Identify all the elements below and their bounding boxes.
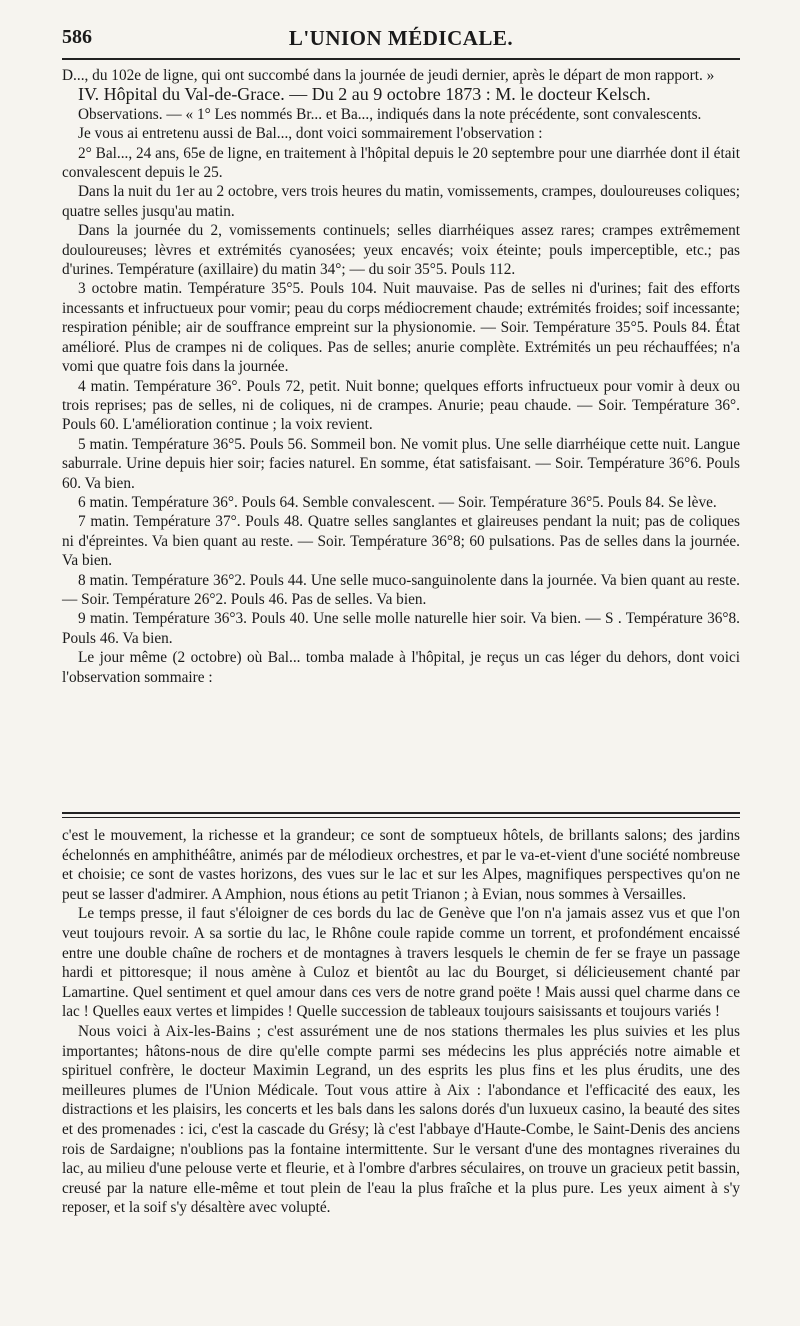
feuilleton-rule-thin <box>62 817 740 818</box>
paragraph: Nous voici à Aix-les-Bains ; c'est assurément une de nos stations thermales les plus suivies et les plus importantes; hâtons-nous de dire qu'elle compte parmi ses médecins les plus appréciés notre aimable et spirituel confrère, le docteur Maximin Legrand, un des esprits les plus fins et les plus érudits, une des meilleures plumes de l'Union Médicale. Tout vous attire à Aix : l'abondance et l'efficacité des eaux, les distractions et les plaisirs, les concerts et les bals dans les salons dorés d'un luxueux casino, la beauté des sites et des promenades : ici, c'est la cascade du Grésy; là c'est l'abbaye d'Haute-Combe, le Saint-Denis des anciens rois de Sardaigne; n'oublions pas la fontaine intermittente. Sur le versant d'une des montagnes riveraines du lac, au milieu d'une pelouse verte et fleurie, et à l'ombre d'arbres séculaires, on trouve un gracieux petit bassin, creusé par la nature elle-même et tout plein de l'eau la plus fraîche et la plus pure. Les yeux aiment à s'y reposer, et la soif s'y désaltère avec volupté. <box>62 1022 740 1217</box>
section-heading: IV. Hôpital du Val-de-Grace. — Du 2 au 9 octobre 1873 : M. le docteur Kelsch. <box>78 84 651 105</box>
observations-column <box>62 66 740 687</box>
paragraph: Dans la nuit du 1er au 2 octobre, vers trois heures du matin, vomissements, crampes, douloureuses coliques; quatre selles jusqu'au matin. <box>62 183 740 220</box>
paragraph: 3 octobre matin. Température 35°5. Pouls 104. Nuit mauvaise. Pas de selles ni d'urines; fait des efforts incessants et infructueux pour vomir; peau du corps médiocrement chaude; extrémités froides; soif incessante; respiration pénible; air de souffrance empreint sur la physionomie. — Soir. Température 35°5. Pouls 84. État amélioré. Plus de crampes ni de coliques. Pas de selles; anurie complète. Extrémités un peu réchauffées; n'a vomi que quatre fois dans la journée. <box>62 280 740 376</box>
paragraph: 6 matin. Température 36°. Pouls 64. Semble convalescent. — Soir. Température 36°5. Pouls 84. Se lève. <box>78 493 717 511</box>
paragraph: 4 matin. Température 36°. Pouls 72, petit. Nuit bonne; quelques efforts infructueux pour vomir à deux ou trois reprises; pas de selles, ni de coliques, ni de crampes. Anurie; peau chaude. — Soir. Température 36°. Pouls 60. L'amélioration continue ; la voix revient. <box>62 377 740 434</box>
paragraph: Dans la journée du 2, vomissements continuels; selles diarrhéiques assez rares; crampes extrêmement douloureuses; lèvres et extrémités cyanosées; yeux encavés; voix éteinte; pouls imperceptible, etc.; pas d'urines. Température (axillaire) du matin 34°; — du soir 35°5. Pouls 112. <box>62 222 740 279</box>
paragraph: Le temps presse, il faut s'éloigner de ces bords du lac de Genève que l'on n'a jamais assez vus et que l'on veut toujours revoir. A sa sortie du lac, le Rhône coule rapide comme un torrent, et profondément encaissé entre une double chaîne de rochers et de montagnes à travers lesquels le chemin de fer se fraye un passage hardi et pittoresque; il nous amène à Culoz et bientôt au lac du Bourget, si délicieusement chanté par Lamartine. Quel sentiment et quel amour dans ces vers de notre grand poëte ! Mais aussi quel charme dans ce lac ! Quelles eaux vertes et limpides ! Quelle succession de tableaux toujours saisissants et toujours variés ! <box>62 905 740 1021</box>
paragraph: 8 matin. Température 36°2. Pouls 44. Une selle muco-sanguinolente dans la journée. Va bien quant au reste. — Soir. Température 26°2. Pouls 46. Pas de selles. Va bien. <box>62 571 740 608</box>
paragraph: 7 matin. Température 37°. Pouls 48. Quatre selles sanglantes et glaireuses pendant la nuit; pas de coliques ni d'épreintes. Va bien quant au reste. — Soir. Température 36°8; 60 pulsations. Pas de selles dans la journée. Va bien. <box>62 513 740 570</box>
paragraph: 9 matin. Température 36°3. Pouls 40. Une selle molle naturelle hier soir. Va bien. — S . Température 36°8. Pouls 46. Va bien. <box>62 610 740 647</box>
paragraph: c'est le mouvement, la richesse et la grandeur; ce sont de somptueux hôtels, de brillants salons; des jardins échelonnés en amphithéâtre, animés par de mélodieux orchestres, et par le va-et-vient d'une société nombreuse et choisie; ce sont de vastes horizons, des vues sur le lac et sur les Alpes, magnifiques perspectives qu'on ne peut se lasser d'admirer. A Amphion, nous étions au petit Trianon ; à Evian, nous sommes à Versailles. <box>62 827 740 903</box>
paragraph: D..., du 102e de ligne, qui ont succombé dans la journée de jeudi dernier, après le départ de mon rapport. » <box>62 67 715 84</box>
page-number: 586 <box>62 26 92 48</box>
journal-title: L'UNION MÉDICALE. <box>288 26 514 50</box>
paragraph: Le jour même (2 octobre) où Bal... tomba malade à l'hôpital, je reçus un cas léger du dehors, dont voici l'observation sommaire : <box>62 649 740 686</box>
paragraph: Je vous ai entretenu aussi de Bal..., dont voici sommairement l'observation : <box>78 125 543 143</box>
page-header <box>62 22 740 52</box>
header-rule <box>62 58 740 60</box>
paragraph: 5 matin. Température 36°5. Pouls 56. Sommeil bon. Ne vomit plus. Une selle diarrhéique cette nuit. Langue saburrale. Urine depuis hier soir; facies naturel. En somme, état satisfaisant. — Soir. Température 36°6. Pouls 60. Va bien. <box>62 435 740 492</box>
feuilleton-column <box>62 826 740 1218</box>
paragraph: Observations. — « 1° Les nommés Br... et Ba..., indiqués dans la note précédente, sont convalescents. <box>78 105 702 123</box>
paragraph: 2° Bal..., 24 ans, 65e de ligne, en traitement à l'hôpital depuis le 20 septembre pour une diarrhée dont il était convalescent depuis le 25. <box>62 144 740 182</box>
feuilleton-rule <box>62 812 740 814</box>
